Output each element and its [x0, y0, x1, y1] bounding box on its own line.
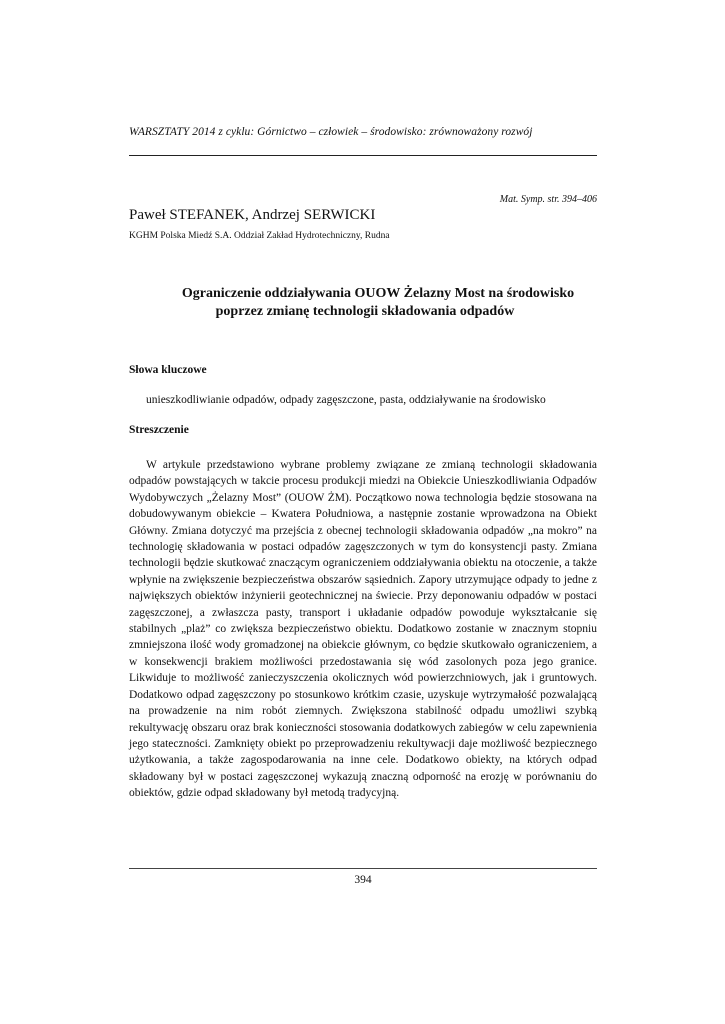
article-title — [129, 285, 597, 321]
header-rule — [129, 155, 597, 156]
authors: Paweł STEFANEK, Andrzej SERWICKI — [129, 207, 376, 223]
abstract-text: W artykule przedstawiono wybrane problemy związane ze zmianą technologii składowania odpadów powstających w takcie procesu produkcji miedzi na Obiekcie Unieszkodliwiania Odpadów Wydobywczych „Żelazny Most” (OUOW ŻM). Początkowo nowa technologia będzie stosowana na dobudowywanym obiekcie – Kwatera Południowa, a następnie zostanie wprowadzona na Obiekt Główny. Zmiana dotyczyć ma przejścia z obecnej technologii składowania odpadów „na mokro” na technologię składowania w postaci odpadów zagęszczonych w tym do konsystencji pasty. Zmiana technologii będzie skutkować znaczącym ograniczeniem oddziaływania obiektu na otoczenie, a także wpłynie na zwiększenie bezpieczeństwa obszarów sąsiednich. Zapory utrzymujące odpady to jedne z największych obiektów inżynierii geotechnicznej na świecie. Przy deponowaniu odpadów w postaci zagęszczonej, a zwłaszcza pasty, transport i układanie odpadów powoduje wykształcanie się stabilnych „plaż” co zwiększa bezpieczeństwo obiektu. Dodatkowo zostanie w znacznym stopniu zmniejszona ilość wody gromadzonej na obiekcie głównym, co będzie skutkowało ograniczeniem, a w konsekwencji brakiem możliwości przedostawania się wód zasolonych poza jego granice. Likwiduje to możliwość zanieczyszczenia okolicznych wód powierzchniowych, jak i gruntowych. Dodatkowo odpad zagęszczony po stosunkowo krótkim czasie, uzyskuje wytrzymałość pozwalającą na prowadzenie na nim robót ziemnych. Zwiększona stabilność odpadu umożliwi szybką rekultywację obszaru oraz brak konieczności stosowania dodatkowych zabiegów w celu zapewnienia jego stateczności. Zamknięty obiekt po przeprowadzeniu rekultywacji daje możliwość bezpiecznego użytkowania, a także zagospodarowania na inne cele. Dodatkowo obiekty, na których odpad składowany był w postaci zagęszczonej wykazują znaczną odporność na erozję w porównaniu do obiektów, gdzie odpad składowany był metodą tradycyjną. — [129, 459, 597, 800]
abstract-heading: Streszczenie — [129, 424, 189, 436]
page-number: 394 — [354, 874, 372, 886]
title-line-2: poprzez zmianę technologii składowania odpadów — [215, 304, 515, 319]
keywords-heading: Słowa kluczowe — [129, 364, 207, 376]
running-head: WARSZTATY 2014 z cyklu: Górnictwo – człowiek – środowisko: zrównoważony rozwój — [129, 126, 533, 138]
footer-rule — [129, 868, 597, 869]
title-line-1: Ograniczenie oddziaływania OUOW Żelazny Most na środowisko — [181, 286, 575, 301]
affiliation: KGHM Polska Miedź S.A. Oddział Zakład Hydrotechniczny, Rudna — [129, 231, 390, 241]
keywords-text: unieszkodliwianie odpadów, odpady zagęszczone, pasta, oddziaływanie na środowisko — [146, 394, 546, 406]
citation-reference: Mat. Symp. str. 394–406 — [499, 194, 597, 205]
